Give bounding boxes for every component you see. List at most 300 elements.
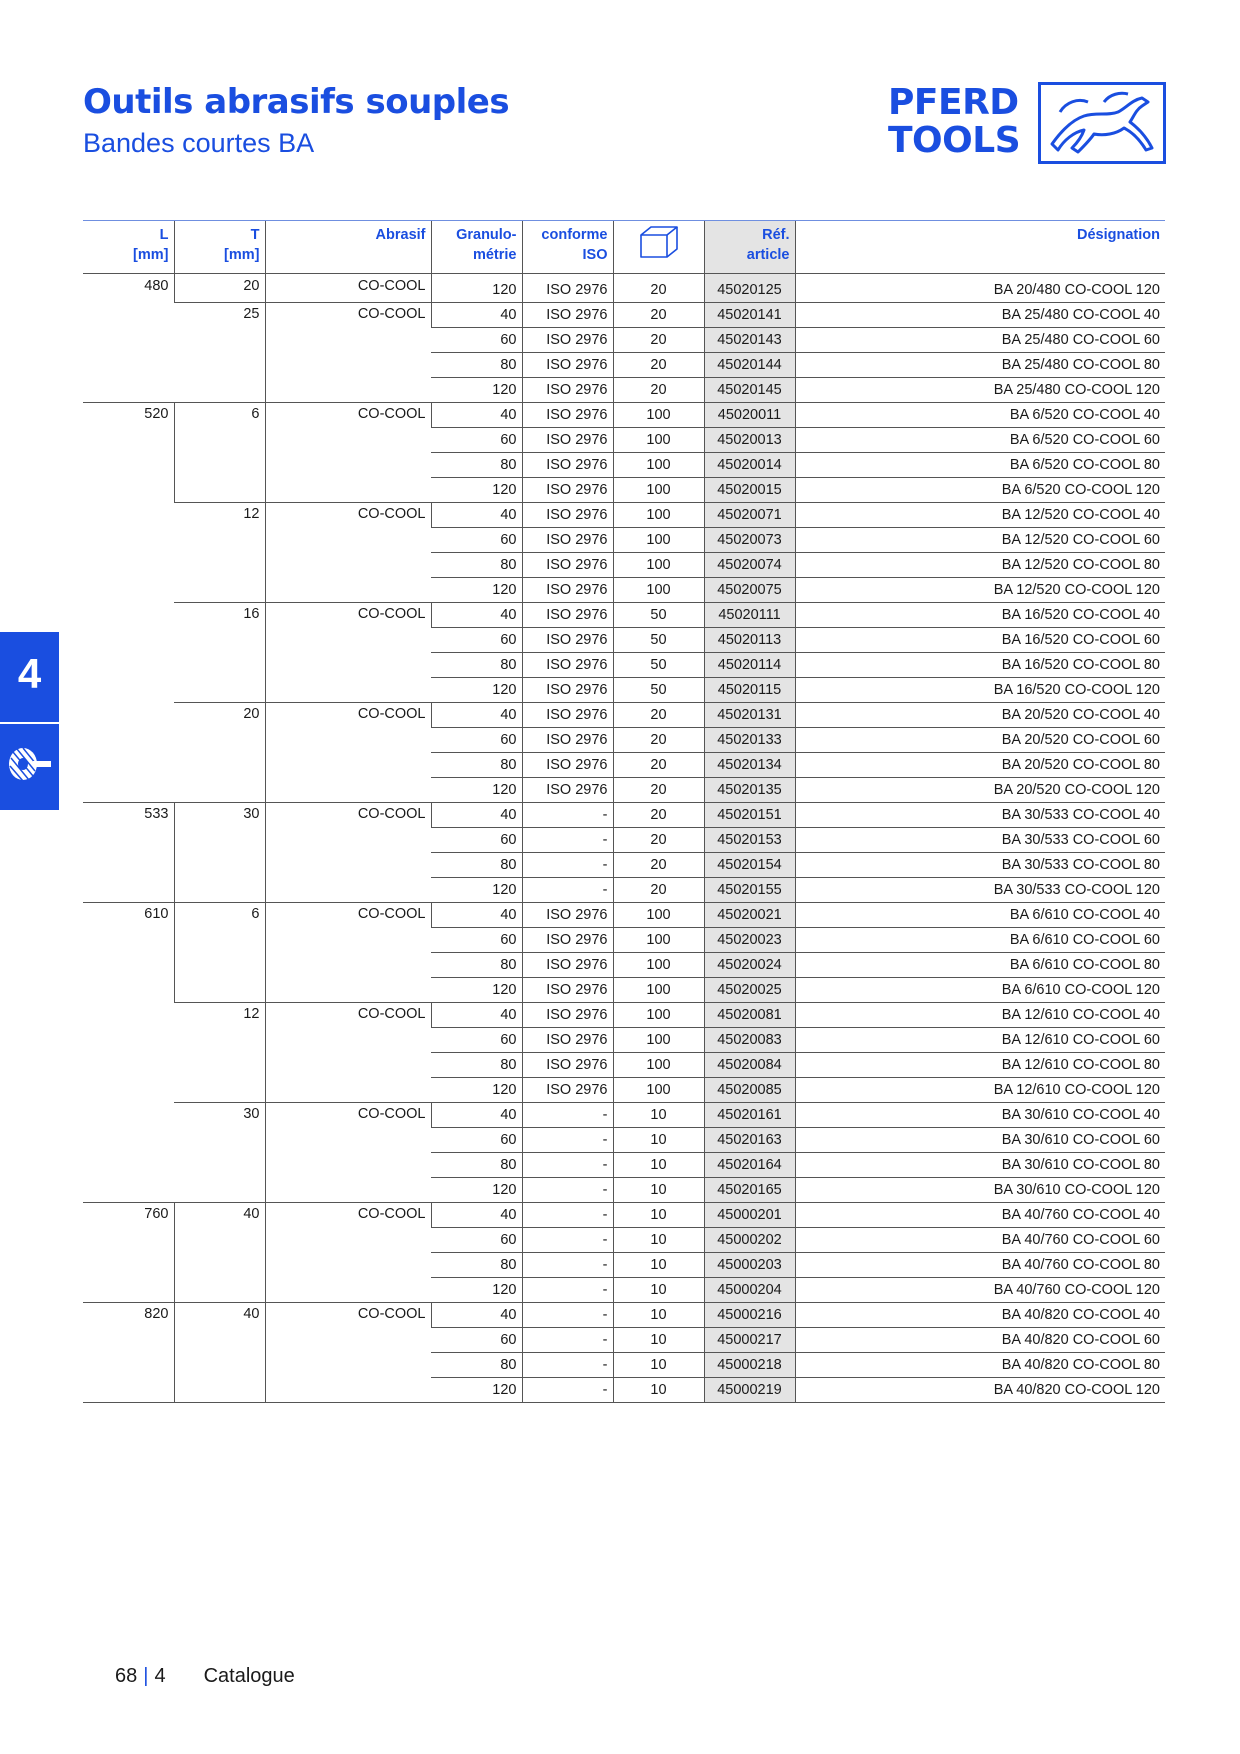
header-designation-label: Désignation [1077, 227, 1160, 243]
width-cell: 12 [174, 1003, 265, 1103]
reference-cell: 45000202 [704, 1228, 795, 1253]
grit-cell: 60 [431, 528, 522, 553]
designation-cell: BA 30/610 CO-COOL 40 [795, 1103, 1165, 1128]
reference-cell: 45020015 [704, 478, 795, 503]
grit-cell: 60 [431, 1128, 522, 1153]
iso-cell: ISO 2976 [522, 1053, 613, 1078]
reference-cell: 45020083 [704, 1028, 795, 1053]
reference-cell: 45020111 [704, 603, 795, 628]
length-cell: 520 [83, 403, 174, 803]
grit-cell: 120 [431, 1278, 522, 1303]
reference-cell: 45020163 [704, 1128, 795, 1153]
abrasive-cell: CO-COOL [265, 1103, 431, 1203]
product-table-body [83, 274, 1165, 1403]
reference-cell: 45020075 [704, 578, 795, 603]
packaging-qty-cell: 10 [613, 1353, 704, 1378]
iso-cell: - [522, 1128, 613, 1153]
page-title: Outils abrasifs souples [83, 82, 510, 122]
iso-cell: - [522, 1353, 613, 1378]
table-row [83, 703, 1165, 728]
reference-cell: 45020084 [704, 1053, 795, 1078]
reference-cell: 45020021 [704, 903, 795, 928]
iso-cell: - [522, 1328, 613, 1353]
designation-cell: BA 30/610 CO-COOL 80 [795, 1153, 1165, 1178]
table-row [83, 403, 1165, 428]
header-reference [704, 221, 795, 274]
designation-cell: BA 16/520 CO-COOL 80 [795, 653, 1165, 678]
packaging-qty-cell: 100 [613, 578, 704, 603]
designation-cell: BA 20/480 CO-COOL 120 [795, 274, 1165, 303]
grit-cell: 40 [431, 403, 522, 428]
iso-cell: - [522, 1378, 613, 1403]
reference-cell: 45020154 [704, 853, 795, 878]
packaging-qty-cell: 20 [613, 778, 704, 803]
designation-cell: BA 40/820 CO-COOL 40 [795, 1303, 1165, 1328]
iso-cell: - [522, 1153, 613, 1178]
iso-cell: - [522, 803, 613, 828]
reference-cell: 45000218 [704, 1353, 795, 1378]
width-cell: 6 [174, 403, 265, 503]
header-width-unit: [mm] [224, 247, 260, 263]
header-iso-line-2: ISO [582, 247, 608, 263]
abrasive-cell: CO-COOL [265, 903, 431, 1003]
iso-cell: ISO 2976 [522, 928, 613, 953]
designation-cell: BA 12/520 CO-COOL 80 [795, 553, 1165, 578]
grit-cell: 40 [431, 1303, 522, 1328]
logo-line-2: TOOLS [888, 120, 1021, 161]
grit-cell: 60 [431, 828, 522, 853]
designation-cell: BA 40/760 CO-COOL 60 [795, 1228, 1165, 1253]
logo-wordmark [888, 84, 1020, 160]
grit-cell: 120 [431, 478, 522, 503]
designation-cell: BA 20/520 CO-COOL 40 [795, 703, 1165, 728]
grit-cell: 80 [431, 1053, 522, 1078]
grit-cell: 60 [431, 928, 522, 953]
table-row [83, 503, 1165, 528]
width-cell: 20 [174, 274, 265, 303]
width-cell: 30 [174, 1103, 265, 1203]
header-designation [795, 221, 1165, 274]
grit-cell: 80 [431, 553, 522, 578]
packaging-qty-cell: 100 [613, 928, 704, 953]
designation-cell: BA 30/533 CO-COOL 80 [795, 853, 1165, 878]
footer-label: Catalogue [203, 1665, 295, 1687]
grit-cell: 120 [431, 1378, 522, 1403]
iso-cell: ISO 2976 [522, 728, 613, 753]
designation-cell: BA 30/610 CO-COOL 120 [795, 1178, 1165, 1203]
designation-cell: BA 40/820 CO-COOL 60 [795, 1328, 1165, 1353]
iso-cell: ISO 2976 [522, 378, 613, 403]
header-grit-line-2: métrie [472, 247, 517, 263]
header-length-label: L [159, 227, 169, 243]
designation-cell: BA 40/820 CO-COOL 80 [795, 1353, 1165, 1378]
packaging-qty-cell: 20 [613, 828, 704, 853]
width-cell: 20 [174, 703, 265, 803]
packaging-qty-cell: 10 [613, 1378, 704, 1403]
designation-cell: BA 30/533 CO-COOL 40 [795, 803, 1165, 828]
header-reference-line-1: Réf. [762, 227, 790, 243]
header-packaging [613, 221, 704, 274]
designation-cell: BA 6/520 CO-COOL 120 [795, 478, 1165, 503]
width-cell: 12 [174, 503, 265, 603]
iso-cell: ISO 2976 [522, 353, 613, 378]
designation-cell: BA 6/610 CO-COOL 80 [795, 953, 1165, 978]
packaging-qty-cell: 100 [613, 1028, 704, 1053]
reference-cell: 45020114 [704, 653, 795, 678]
header-width-label: T [250, 227, 260, 243]
iso-cell: - [522, 1278, 613, 1303]
packaging-qty-cell: 20 [613, 703, 704, 728]
iso-cell: ISO 2976 [522, 778, 613, 803]
iso-cell: ISO 2976 [522, 1003, 613, 1028]
packaging-qty-cell: 100 [613, 403, 704, 428]
reference-cell: 45020164 [704, 1153, 795, 1178]
abrasive-cell: CO-COOL [265, 403, 431, 503]
reference-cell: 45020025 [704, 978, 795, 1003]
packaging-qty-cell: 10 [613, 1303, 704, 1328]
grit-cell: 120 [431, 978, 522, 1003]
iso-cell: - [522, 1253, 613, 1278]
designation-cell: BA 6/520 CO-COOL 60 [795, 428, 1165, 453]
footer-separator: | [143, 1665, 149, 1687]
designation-cell: BA 20/520 CO-COOL 80 [795, 753, 1165, 778]
reference-cell: 45020153 [704, 828, 795, 853]
packaging-qty-cell: 10 [613, 1178, 704, 1203]
width-cell: 40 [174, 1303, 265, 1403]
box-icon [637, 223, 681, 261]
packaging-qty-cell: 100 [613, 553, 704, 578]
designation-cell: BA 25/480 CO-COOL 120 [795, 378, 1165, 403]
grit-cell: 60 [431, 1228, 522, 1253]
iso-cell: ISO 2976 [522, 753, 613, 778]
packaging-qty-cell: 20 [613, 728, 704, 753]
packaging-qty-cell: 100 [613, 953, 704, 978]
designation-cell: BA 6/520 CO-COOL 80 [795, 453, 1165, 478]
grit-cell: 80 [431, 1153, 522, 1178]
grit-cell: 80 [431, 353, 522, 378]
packaging-qty-cell: 10 [613, 1328, 704, 1353]
abrasive-cell: CO-COOL [265, 1203, 431, 1303]
table-row [83, 1303, 1165, 1328]
horse-logo-icon [1038, 82, 1166, 164]
abrasive-cell: CO-COOL [265, 603, 431, 703]
iso-cell: ISO 2976 [522, 428, 613, 453]
designation-cell: BA 30/533 CO-COOL 60 [795, 828, 1165, 853]
iso-cell: ISO 2976 [522, 653, 613, 678]
iso-cell: - [522, 1178, 613, 1203]
pferd-tools-logo [888, 82, 1168, 168]
packaging-qty-cell: 20 [613, 353, 704, 378]
abrasive-cell: CO-COOL [265, 1303, 431, 1403]
iso-cell: - [522, 1203, 613, 1228]
table-row [83, 903, 1165, 928]
grit-cell: 60 [431, 1028, 522, 1053]
reference-cell: 45020134 [704, 753, 795, 778]
designation-cell: BA 30/533 CO-COOL 120 [795, 878, 1165, 903]
grit-cell: 60 [431, 728, 522, 753]
page-subtitle: Bandes courtes BA [83, 128, 315, 158]
grit-cell: 120 [431, 678, 522, 703]
grit-cell: 60 [431, 328, 522, 353]
iso-cell: ISO 2976 [522, 503, 613, 528]
designation-cell: BA 30/610 CO-COOL 60 [795, 1128, 1165, 1153]
header-grit [431, 221, 522, 274]
grit-cell: 80 [431, 753, 522, 778]
iso-cell: - [522, 853, 613, 878]
reference-cell: 45020023 [704, 928, 795, 953]
designation-cell: BA 12/520 CO-COOL 40 [795, 503, 1165, 528]
header-iso [522, 221, 613, 274]
iso-cell: ISO 2976 [522, 978, 613, 1003]
iso-cell: ISO 2976 [522, 678, 613, 703]
grit-cell: 40 [431, 703, 522, 728]
designation-cell: BA 40/760 CO-COOL 80 [795, 1253, 1165, 1278]
iso-cell: ISO 2976 [522, 703, 613, 728]
reference-cell: 45020011 [704, 403, 795, 428]
iso-cell: - [522, 828, 613, 853]
table-row [83, 803, 1165, 828]
chapter-number: 4 [17, 650, 42, 697]
packaging-qty-cell: 50 [613, 628, 704, 653]
designation-cell: BA 12/520 CO-COOL 60 [795, 528, 1165, 553]
packaging-qty-cell: 100 [613, 1003, 704, 1028]
table-row [83, 603, 1165, 628]
width-cell: 40 [174, 1203, 265, 1303]
iso-cell: - [522, 1103, 613, 1128]
table-row [83, 1203, 1165, 1228]
iso-cell: ISO 2976 [522, 303, 613, 328]
grit-cell: 120 [431, 878, 522, 903]
iso-cell: ISO 2976 [522, 403, 613, 428]
packaging-qty-cell: 10 [613, 1253, 704, 1278]
packaging-qty-cell: 20 [613, 878, 704, 903]
grit-cell: 120 [431, 778, 522, 803]
abrasive-cell: CO-COOL [265, 803, 431, 903]
grit-cell: 120 [431, 274, 522, 303]
iso-cell: ISO 2976 [522, 628, 613, 653]
packaging-qty-cell: 20 [613, 303, 704, 328]
packaging-qty-cell: 50 [613, 653, 704, 678]
grit-cell: 80 [431, 1353, 522, 1378]
abrasive-cell: CO-COOL [265, 303, 431, 403]
reference-cell: 45020085 [704, 1078, 795, 1103]
grit-cell: 40 [431, 603, 522, 628]
width-cell: 16 [174, 603, 265, 703]
designation-cell: BA 25/480 CO-COOL 60 [795, 328, 1165, 353]
designation-cell: BA 40/760 CO-COOL 120 [795, 1278, 1165, 1303]
reference-cell: 45000216 [704, 1303, 795, 1328]
packaging-qty-cell: 50 [613, 678, 704, 703]
header-length-unit: [mm] [133, 247, 169, 263]
grit-cell: 40 [431, 303, 522, 328]
reference-cell: 45020115 [704, 678, 795, 703]
grit-cell: 60 [431, 628, 522, 653]
length-cell: 533 [83, 803, 174, 903]
reference-cell: 45020113 [704, 628, 795, 653]
abrasive-cell: CO-COOL [265, 274, 431, 303]
designation-cell: BA 40/820 CO-COOL 120 [795, 1378, 1165, 1403]
designation-cell: BA 20/520 CO-COOL 120 [795, 778, 1165, 803]
grit-cell: 40 [431, 1103, 522, 1128]
chapter-tab-divider [0, 722, 59, 724]
reference-cell: 45020135 [704, 778, 795, 803]
reference-cell: 45020081 [704, 1003, 795, 1028]
header-length [83, 221, 174, 274]
table-row [83, 274, 1165, 303]
grit-cell: 120 [431, 1078, 522, 1103]
grit-cell: 40 [431, 1003, 522, 1028]
width-cell: 30 [174, 803, 265, 903]
grit-cell: 120 [431, 1178, 522, 1203]
header-width [174, 221, 265, 274]
header-reference-line-2: article [746, 247, 790, 263]
product-table [83, 220, 1165, 1403]
iso-cell: ISO 2976 [522, 1028, 613, 1053]
reference-cell: 45020014 [704, 453, 795, 478]
packaging-qty-cell: 10 [613, 1203, 704, 1228]
reference-cell: 45020144 [704, 353, 795, 378]
designation-cell: BA 12/610 CO-COOL 120 [795, 1078, 1165, 1103]
iso-cell: ISO 2976 [522, 578, 613, 603]
packaging-qty-cell: 10 [613, 1153, 704, 1178]
length-cell: 610 [83, 903, 174, 1203]
packaging-qty-cell: 10 [613, 1278, 704, 1303]
reference-cell: 45000204 [704, 1278, 795, 1303]
page-number: 68 [115, 1665, 138, 1687]
designation-cell: BA 12/610 CO-COOL 40 [795, 1003, 1165, 1028]
footer-chapter: 4 [154, 1665, 166, 1687]
grit-cell: 80 [431, 853, 522, 878]
reference-cell: 45020161 [704, 1103, 795, 1128]
grit-cell: 80 [431, 953, 522, 978]
length-cell: 760 [83, 1203, 174, 1303]
designation-cell: BA 25/480 CO-COOL 40 [795, 303, 1165, 328]
reference-cell: 45020155 [704, 878, 795, 903]
iso-cell: ISO 2976 [522, 603, 613, 628]
abrasive-cell: CO-COOL [265, 703, 431, 803]
header-iso-line-1: conforme [541, 227, 608, 243]
reference-cell: 45020151 [704, 803, 795, 828]
designation-cell: BA 25/480 CO-COOL 80 [795, 353, 1165, 378]
packaging-qty-cell: 20 [613, 753, 704, 778]
packaging-qty-cell: 20 [613, 328, 704, 353]
grit-cell: 80 [431, 653, 522, 678]
page-footer [115, 1665, 295, 1688]
packaging-qty-cell: 10 [613, 1228, 704, 1253]
packaging-qty-cell: 100 [613, 453, 704, 478]
iso-cell: ISO 2976 [522, 528, 613, 553]
packaging-qty-cell: 20 [613, 803, 704, 828]
table-row [83, 1003, 1165, 1028]
grit-cell: 40 [431, 903, 522, 928]
iso-cell: ISO 2976 [522, 328, 613, 353]
table-row [83, 1103, 1165, 1128]
header-abrasive [265, 221, 431, 274]
width-cell: 6 [174, 903, 265, 1003]
iso-cell: - [522, 878, 613, 903]
packaging-qty-cell: 100 [613, 503, 704, 528]
flap-wheel-icon [7, 744, 53, 784]
designation-cell: BA 12/610 CO-COOL 60 [795, 1028, 1165, 1053]
grit-cell: 80 [431, 1253, 522, 1278]
designation-cell: BA 16/520 CO-COOL 60 [795, 628, 1165, 653]
iso-cell: - [522, 1303, 613, 1328]
packaging-qty-cell: 100 [613, 903, 704, 928]
packaging-qty-cell: 10 [613, 1128, 704, 1153]
grit-cell: 80 [431, 453, 522, 478]
reference-cell: 45000219 [704, 1378, 795, 1403]
packaging-qty-cell: 20 [613, 378, 704, 403]
header-grit-line-1: Granulo- [456, 227, 517, 243]
reference-cell: 45020143 [704, 328, 795, 353]
designation-cell: BA 16/520 CO-COOL 40 [795, 603, 1165, 628]
iso-cell: ISO 2976 [522, 274, 613, 303]
packaging-qty-cell: 10 [613, 1103, 704, 1128]
designation-cell: BA 40/760 CO-COOL 40 [795, 1203, 1165, 1228]
designation-cell: BA 12/610 CO-COOL 80 [795, 1053, 1165, 1078]
logo-line-1: PFERD [888, 82, 1019, 123]
reference-cell: 45000201 [704, 1203, 795, 1228]
reference-cell: 45020074 [704, 553, 795, 578]
packaging-qty-cell: 20 [613, 274, 704, 303]
grit-cell: 40 [431, 803, 522, 828]
reference-cell: 45020071 [704, 503, 795, 528]
header-abrasive-label: Abrasif [375, 227, 426, 243]
packaging-qty-cell: 50 [613, 603, 704, 628]
reference-cell: 45000203 [704, 1253, 795, 1278]
grit-cell: 120 [431, 578, 522, 603]
designation-cell: BA 6/610 CO-COOL 120 [795, 978, 1165, 1003]
designation-cell: BA 20/520 CO-COOL 60 [795, 728, 1165, 753]
packaging-qty-cell: 100 [613, 528, 704, 553]
iso-cell: ISO 2976 [522, 903, 613, 928]
designation-cell: BA 12/520 CO-COOL 120 [795, 578, 1165, 603]
iso-cell: ISO 2976 [522, 953, 613, 978]
reference-cell: 45020013 [704, 428, 795, 453]
iso-cell: ISO 2976 [522, 553, 613, 578]
table-header-row [83, 221, 1165, 274]
reference-cell: 45020145 [704, 378, 795, 403]
reference-cell: 45020131 [704, 703, 795, 728]
length-cell: 480 [83, 274, 174, 403]
designation-cell: BA 6/520 CO-COOL 40 [795, 403, 1165, 428]
reference-cell: 45020133 [704, 728, 795, 753]
grit-cell: 60 [431, 1328, 522, 1353]
iso-cell: - [522, 1228, 613, 1253]
grit-cell: 40 [431, 1203, 522, 1228]
iso-cell: ISO 2976 [522, 478, 613, 503]
chapter-tab [0, 632, 59, 810]
reference-cell: 45020073 [704, 528, 795, 553]
designation-cell: BA 6/610 CO-COOL 40 [795, 903, 1165, 928]
abrasive-cell: CO-COOL [265, 503, 431, 603]
reference-cell: 45020141 [704, 303, 795, 328]
reference-cell: 45000217 [704, 1328, 795, 1353]
grit-cell: 40 [431, 503, 522, 528]
iso-cell: ISO 2976 [522, 1078, 613, 1103]
length-cell: 820 [83, 1303, 174, 1403]
grit-cell: 60 [431, 428, 522, 453]
grit-cell: 120 [431, 378, 522, 403]
designation-cell: BA 6/610 CO-COOL 60 [795, 928, 1165, 953]
packaging-qty-cell: 100 [613, 428, 704, 453]
width-cell: 25 [174, 303, 265, 403]
reference-cell: 45020125 [704, 274, 795, 303]
designation-cell: BA 16/520 CO-COOL 120 [795, 678, 1165, 703]
packaging-qty-cell: 100 [613, 478, 704, 503]
packaging-qty-cell: 20 [613, 853, 704, 878]
reference-cell: 45020024 [704, 953, 795, 978]
